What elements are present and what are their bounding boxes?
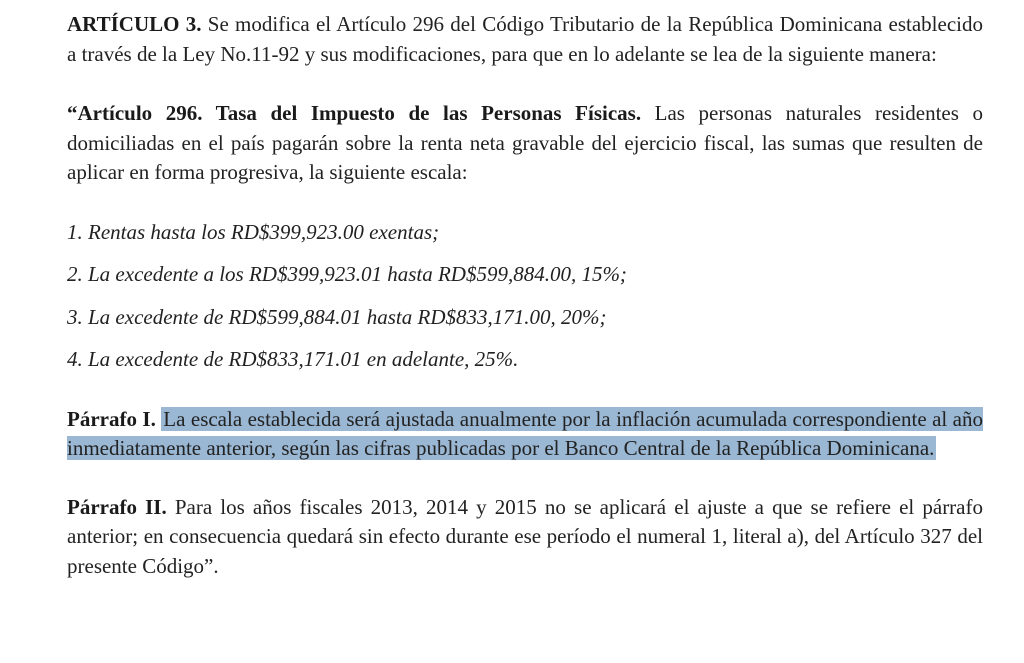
paragraph-1-selected-text[interactable]: La escala establecida será ajustada anualmente por la inflación acumulada correspondiente al año inmediatamente anterior, según las cifras publicadas por el Banco Central de la República Dominicana. xyxy=(67,406,983,460)
tax-scale-item-1: 1. Rentas hasta los RD$399,923.00 exentas; xyxy=(67,219,440,244)
tax-scale-list xyxy=(67,218,983,375)
article-3-label: ARTÍCULO 3. xyxy=(67,12,202,36)
document-page xyxy=(67,10,983,581)
paragraph-2 xyxy=(67,493,983,582)
article-296-label: “Artículo 296. Tasa del Impuesto de las Personas Físicas. xyxy=(67,101,642,125)
article-3-paragraph xyxy=(67,10,983,69)
tax-scale-item-2: 2. La excedente a los RD$399,923.01 hasta RD$599,884.00, 15%; xyxy=(67,262,627,286)
paragraph-1 xyxy=(67,405,983,464)
article-3-text: Se modifica el Artículo 296 del Código Tributario de la República Dominicana establecido a través de la Ley No.11-92 y sus modificaciones, para que en lo adelante se lea de la siguiente manera: xyxy=(67,12,983,66)
tax-scale-item-4: 4. La excedente de RD$833,171.01 en adelante, 25%. xyxy=(67,347,519,371)
tax-scale-item-3: 3. La excedente de RD$599,884.01 hasta RD$833,171.00, 20%; xyxy=(67,304,607,329)
article-296-text: Las personas naturales residentes o domiciliadas en el país pagarán sobre la renta neta gravable del ejercicio fiscal, las sumas que resulten de aplicar en forma progresiva, la siguiente escala: xyxy=(67,101,983,184)
paragraph-2-text: Para los años fiscales 2013, 2014 y 2015 no se aplicará el ajuste a que se refiere el párrafo anterior; en consecuencia quedará sin efecto durante ese período el numeral 1, literal a), del Artículo 327 del presente Código”. xyxy=(67,494,983,578)
paragraph-2-label: Párrafo II. xyxy=(67,494,167,519)
article-296-paragraph xyxy=(67,99,983,188)
paragraph-1-label: Párrafo I. xyxy=(67,406,156,431)
